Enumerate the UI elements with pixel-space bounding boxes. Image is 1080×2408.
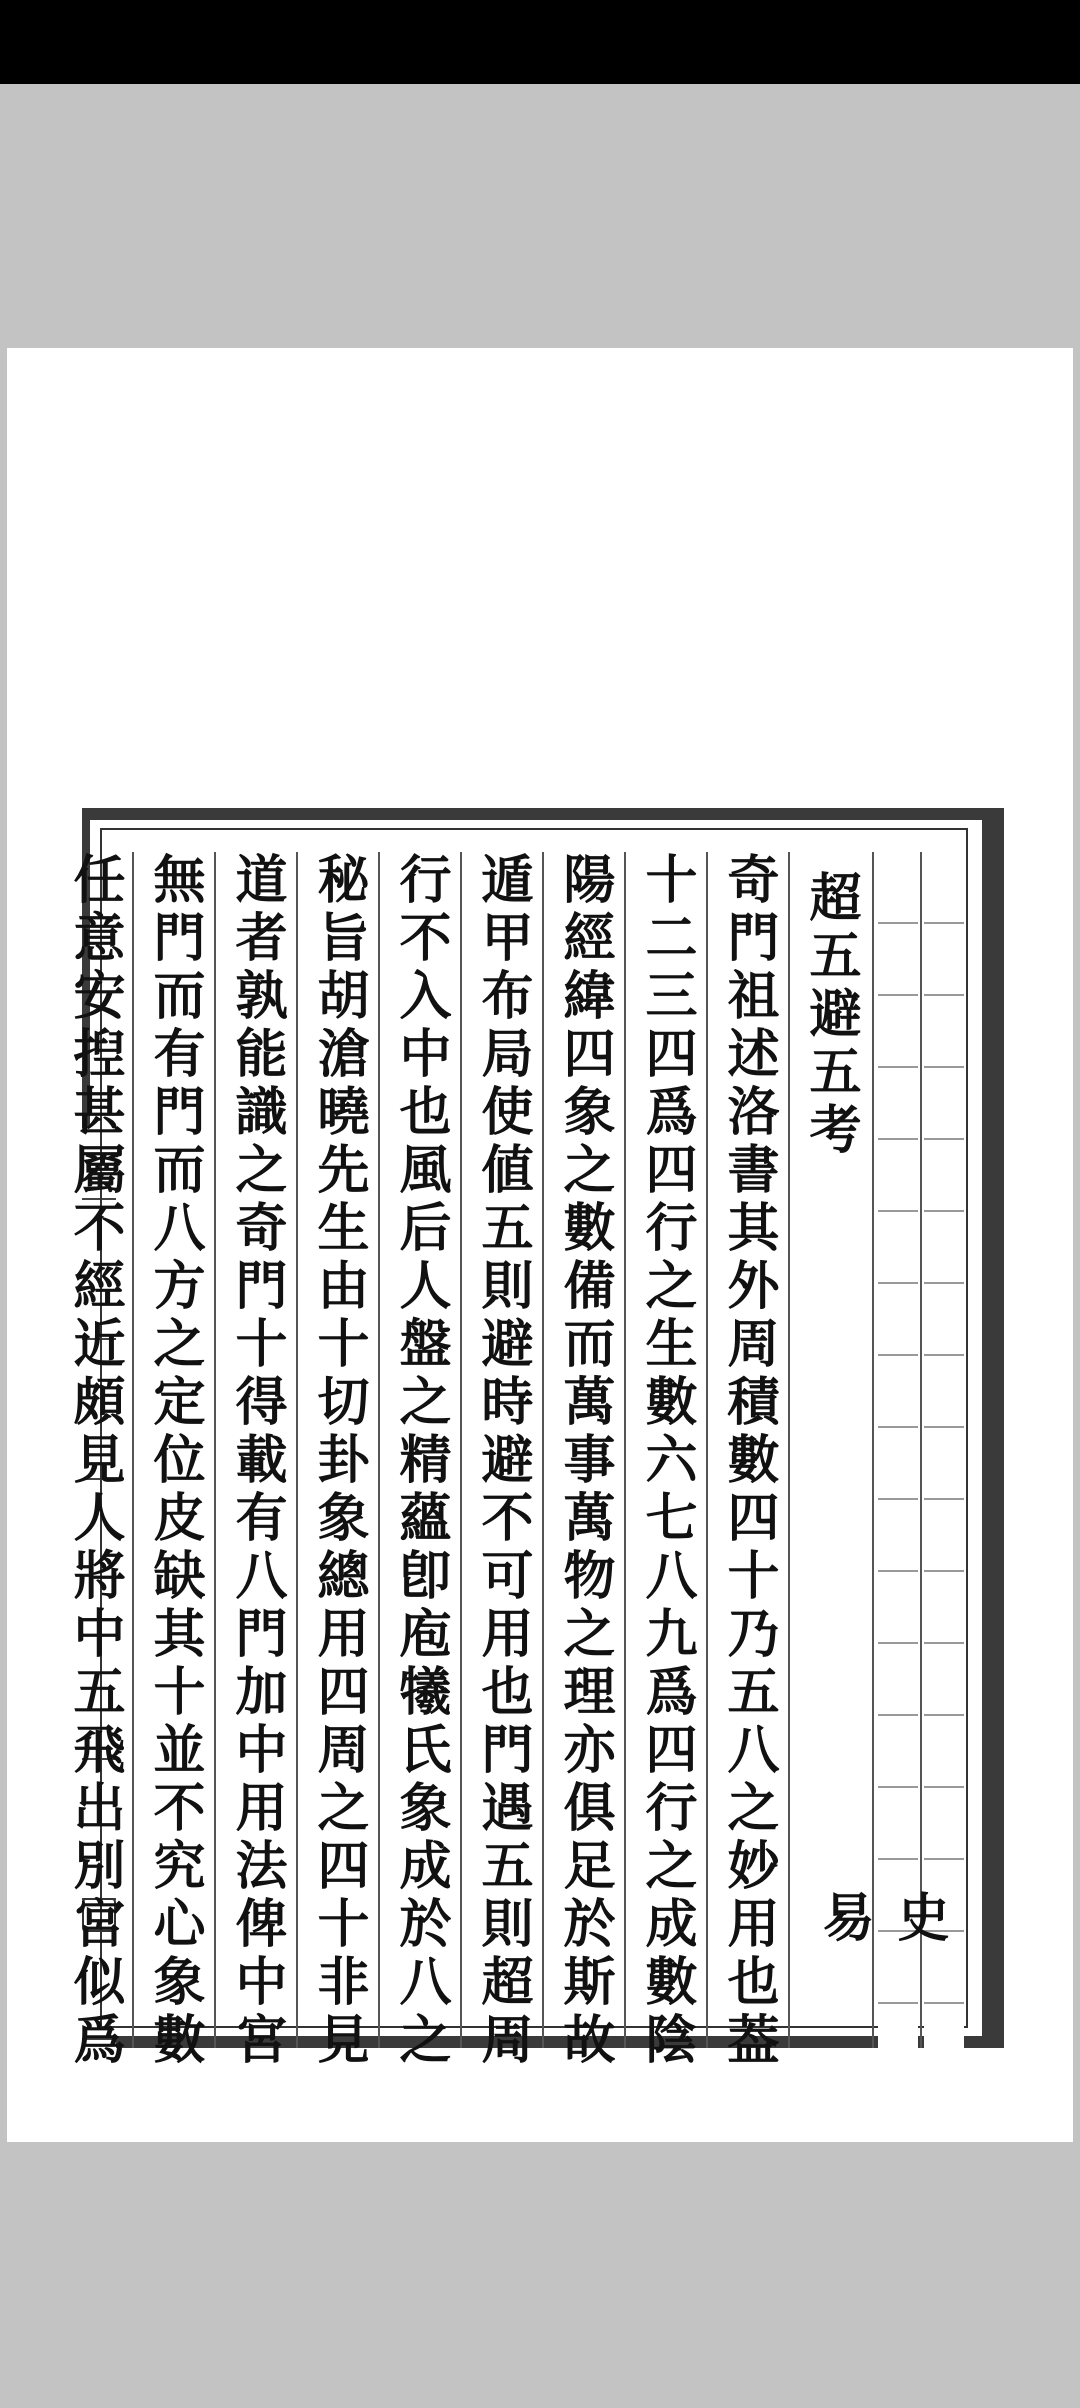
blank-column	[878, 852, 918, 2048]
woodblock-frame	[64, 808, 1004, 2070]
column-text: 十二三四爲四行之生數六七八九爲四行之成數陰	[636, 852, 697, 2070]
text-column-6	[300, 852, 376, 2070]
column-rule	[624, 852, 626, 2048]
text-column-1	[710, 852, 786, 2070]
column-rule	[132, 852, 134, 2048]
column-text: 奇門祖述洛書其外周積數四十乃五八之妙用也葢	[718, 852, 779, 2070]
column-text: 任意安揑甚屬不經近頗見人將中五飛出別宮似爲	[64, 852, 125, 2070]
text-column-9	[56, 852, 132, 2070]
column-rule	[214, 852, 216, 2048]
column-text: 行不入中也風后人盤之精蘊卽庖犧氏象成於八之	[390, 852, 451, 2070]
author-name: 史 易	[813, 1890, 949, 1970]
column-rule	[296, 852, 298, 2048]
column-text: 道者孰能識之奇門十得載有八門加中用法俾中宮	[226, 852, 287, 2070]
title-column	[792, 870, 868, 2066]
column-text: 秘旨胡滄曉先生由十切卦象總用四周之四十非見	[308, 852, 369, 2070]
status-bar	[0, 0, 1080, 84]
blank-column	[924, 852, 964, 2048]
text-column-4	[464, 852, 540, 2070]
column-rule	[460, 852, 462, 2048]
text-column-3	[546, 852, 622, 2070]
column-rule	[788, 852, 790, 2048]
text-column-2	[628, 852, 704, 2070]
document-page	[7, 348, 1073, 2142]
column-rule	[706, 852, 708, 2048]
column-rule	[920, 852, 922, 2048]
column-rule	[542, 852, 544, 2048]
text-column-5	[382, 852, 458, 2070]
document-title: 超五避五考	[800, 870, 861, 1160]
column-rule	[378, 852, 380, 2048]
column-rule	[872, 852, 874, 2048]
column-text: 遁甲布局使値五則避時避不可用也門遇五則超周	[472, 852, 533, 2070]
text-column-7	[218, 852, 294, 2070]
text-area	[64, 828, 968, 2070]
column-text: 陽經緯四象之數備而萬事萬物之理亦俱足於斯故	[554, 852, 615, 2070]
column-text: 無門而有門而八方之定位皮缺其十並不究心象數	[144, 852, 205, 2070]
text-column-8	[136, 852, 212, 2070]
